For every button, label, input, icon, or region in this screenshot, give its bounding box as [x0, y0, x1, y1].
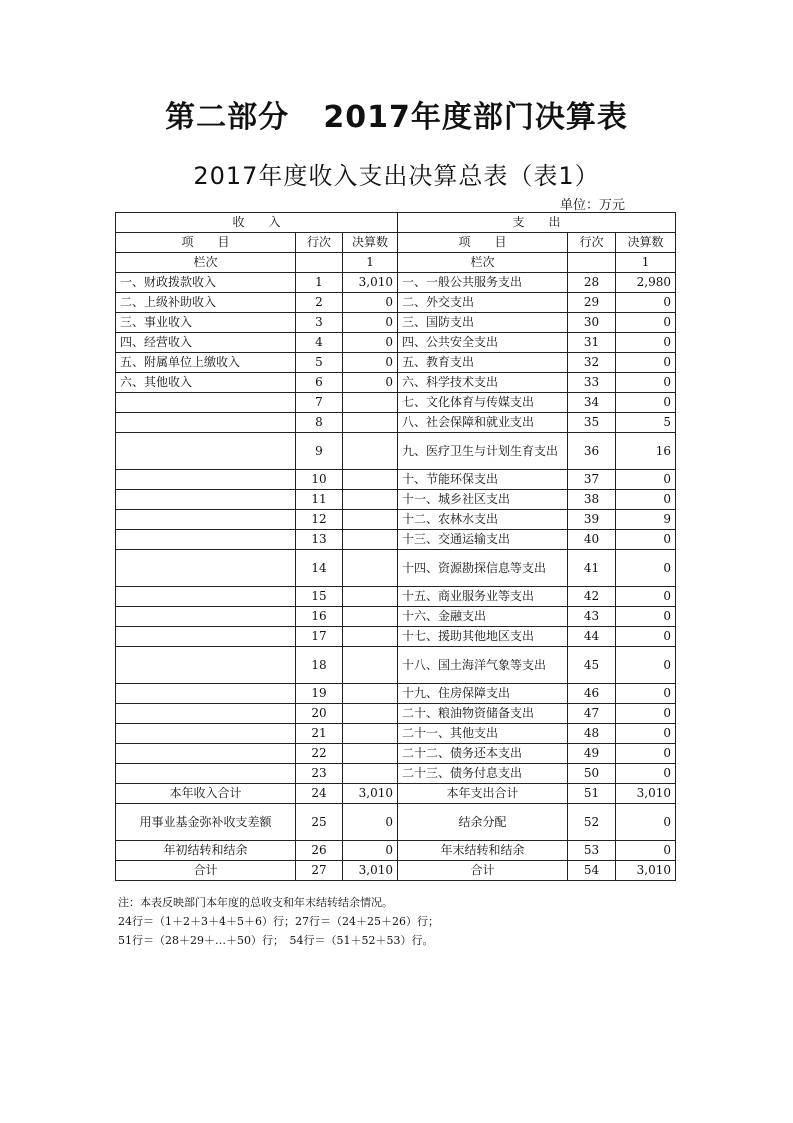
page-title: 第二部分 2017年度部门决算表 — [165, 100, 628, 135]
header-row-sections — [116, 213, 676, 233]
unit-label: 单位：万元 — [560, 198, 626, 213]
note-line: 注：本表反映部门本年度的总收支和年末结转结余情况。 — [118, 896, 393, 909]
income-row-number: 2 — [296, 293, 343, 313]
income-amount: 0 — [343, 313, 398, 333]
income-amount — [343, 490, 398, 510]
expense-amount: 0 — [616, 607, 676, 627]
total-income-label: 本年收入合计 — [116, 784, 296, 804]
expense-amount: 0 — [616, 724, 676, 744]
expense-amount: 0 — [616, 313, 676, 333]
expense-row-number: 41 — [568, 550, 616, 587]
expense-amount: 0 — [616, 587, 676, 607]
table-row — [116, 393, 676, 413]
expense-label: 十七、援助其他地区支出 — [398, 627, 568, 647]
income-amount — [343, 587, 398, 607]
expense-row-number: 30 — [568, 313, 616, 333]
income-lanci: 栏次 — [116, 253, 296, 273]
expense-amount: 0 — [616, 393, 676, 413]
expense-row-number: 46 — [568, 684, 616, 704]
expense-amount: 0 — [616, 470, 676, 490]
table-row — [116, 333, 676, 353]
expense-amount: 0 — [616, 530, 676, 550]
expense-row-number: 45 — [568, 647, 616, 684]
expense-amount: 0 — [616, 764, 676, 784]
income-amount: 3,010 — [343, 273, 398, 293]
income-row-number: 3 — [296, 313, 343, 333]
total-expense-label: 本年支出合计 — [398, 784, 568, 804]
income-label: 五、附属单位上缴收入 — [116, 353, 296, 373]
total-expense-amount: 0 — [616, 841, 676, 861]
income-row-number: 9 — [296, 433, 343, 470]
income-amount — [343, 413, 398, 433]
expense-label: 一、一般公共服务支出 — [398, 273, 568, 293]
expense-label: 二十二、债务还本支出 — [398, 744, 568, 764]
total-income-amount: 3,010 — [343, 861, 398, 881]
total-income-row-number: 24 — [296, 784, 343, 804]
income-row-number: 8 — [296, 413, 343, 433]
table-row — [116, 607, 676, 627]
income-label — [116, 587, 296, 607]
expense-label: 十六、金融支出 — [398, 607, 568, 627]
expense-label: 四、公共安全支出 — [398, 333, 568, 353]
total-income-label: 年初结转和结余 — [116, 841, 296, 861]
total-row — [116, 841, 676, 861]
table-row — [116, 353, 676, 373]
table-title: 2017年度收入支出决算总表（表1） — [193, 162, 600, 190]
expense-row-number: 40 — [568, 530, 616, 550]
table-row — [116, 470, 676, 490]
notes — [118, 893, 439, 950]
income-amount — [343, 744, 398, 764]
income-lanci-rowno — [296, 253, 343, 273]
income-label — [116, 744, 296, 764]
table-row — [116, 510, 676, 530]
total-income-amount: 3,010 — [343, 784, 398, 804]
expense-row-number: 34 — [568, 393, 616, 413]
income-section-header: 收 入 — [116, 213, 398, 233]
income-row-number: 1 — [296, 273, 343, 293]
expense-label: 二十一、其他支出 — [398, 724, 568, 744]
income-row-number: 23 — [296, 764, 343, 784]
income-label — [116, 413, 296, 433]
expense-row-number: 50 — [568, 764, 616, 784]
total-expense-amount: 3,010 — [616, 784, 676, 804]
table-row — [116, 313, 676, 333]
income-amount — [343, 764, 398, 784]
income-row-number: 15 — [296, 587, 343, 607]
expense-row-number: 33 — [568, 373, 616, 393]
header-row-columns — [116, 233, 676, 253]
table-row — [116, 490, 676, 510]
expense-amount: 0 — [616, 744, 676, 764]
income-label: 四、经营收入 — [116, 333, 296, 353]
budget-table — [115, 212, 676, 881]
income-label — [116, 684, 296, 704]
income-label — [116, 510, 296, 530]
expense-amount: 9 — [616, 510, 676, 530]
total-income-label: 用事业基金弥补收支差额 — [116, 804, 296, 841]
table-row — [116, 413, 676, 433]
income-row-number: 4 — [296, 333, 343, 353]
expense-label: 十五、商业服务业等支出 — [398, 587, 568, 607]
expense-row-number: 47 — [568, 704, 616, 724]
income-lanci-index: 1 — [343, 253, 398, 273]
income-row-number: 13 — [296, 530, 343, 550]
income-label: 六、其他收入 — [116, 373, 296, 393]
expense-label: 十三、交通运输支出 — [398, 530, 568, 550]
income-label — [116, 704, 296, 724]
expense-row-number: 39 — [568, 510, 616, 530]
expense-row-number: 42 — [568, 587, 616, 607]
income-item-header: 项 目 — [116, 233, 296, 253]
total-expense-row-number: 54 — [568, 861, 616, 881]
expense-row-number: 36 — [568, 433, 616, 470]
income-row-number: 14 — [296, 550, 343, 587]
expense-amount: 16 — [616, 433, 676, 470]
income-amount — [343, 550, 398, 587]
income-amount — [343, 530, 398, 550]
income-label — [116, 433, 296, 470]
total-income-row-number: 26 — [296, 841, 343, 861]
income-label — [116, 627, 296, 647]
total-income-label: 合计 — [116, 861, 296, 881]
income-amount — [343, 704, 398, 724]
income-label — [116, 530, 296, 550]
expense-section-header: 支 出 — [398, 213, 676, 233]
income-label: 三、事业收入 — [116, 313, 296, 333]
total-income-amount: 0 — [343, 804, 398, 841]
expense-label: 二十三、债务付息支出 — [398, 764, 568, 784]
expense-amount: 0 — [616, 684, 676, 704]
table-row — [116, 744, 676, 764]
total-income-row-number: 25 — [296, 804, 343, 841]
income-label — [116, 550, 296, 587]
income-rowno-header: 行次 — [296, 233, 343, 253]
income-label — [116, 470, 296, 490]
expense-amount: 0 — [616, 333, 676, 353]
expense-row-number: 31 — [568, 333, 616, 353]
total-expense-amount: 0 — [616, 804, 676, 841]
income-row-number: 10 — [296, 470, 343, 490]
income-row-number: 11 — [296, 490, 343, 510]
income-amount — [343, 433, 398, 470]
total-expense-label: 结余分配 — [398, 804, 568, 841]
expense-label: 六、科学技术支出 — [398, 373, 568, 393]
income-amount — [343, 607, 398, 627]
expense-label: 十、节能环保支出 — [398, 470, 568, 490]
expense-label: 五、教育支出 — [398, 353, 568, 373]
income-amount — [343, 647, 398, 684]
income-row-number: 20 — [296, 704, 343, 724]
table-row — [116, 273, 676, 293]
expense-row-number: 44 — [568, 627, 616, 647]
expense-amount: 0 — [616, 353, 676, 373]
total-row — [116, 861, 676, 881]
income-amount — [343, 684, 398, 704]
income-label — [116, 764, 296, 784]
expense-label: 七、文化体育与传媒支出 — [398, 393, 568, 413]
table-row — [116, 764, 676, 784]
income-row-number: 17 — [296, 627, 343, 647]
total-row — [116, 804, 676, 841]
table-row — [116, 647, 676, 684]
total-income-row-number: 27 — [296, 861, 343, 881]
table-row — [116, 684, 676, 704]
table-row — [116, 724, 676, 744]
total-expense-label: 年末结转和结余 — [398, 841, 568, 861]
expense-label: 十九、住房保障支出 — [398, 684, 568, 704]
table-row — [116, 373, 676, 393]
expense-amount: 0 — [616, 647, 676, 684]
income-amount — [343, 470, 398, 490]
expense-amount-header: 决算数 — [616, 233, 676, 253]
income-amount: 0 — [343, 333, 398, 353]
income-row-number: 5 — [296, 353, 343, 373]
total-expense-amount: 3,010 — [616, 861, 676, 881]
note-line: 51行＝（28＋29＋…＋50）行； 54行＝（51＋52＋53）行。 — [118, 934, 434, 947]
table-row — [116, 293, 676, 313]
expense-label: 十二、农林水支出 — [398, 510, 568, 530]
income-amount — [343, 393, 398, 413]
income-label — [116, 393, 296, 413]
expense-item-header: 项 目 — [398, 233, 568, 253]
income-amount: 0 — [343, 353, 398, 373]
income-label — [116, 724, 296, 744]
expense-label: 三、国防支出 — [398, 313, 568, 333]
expense-amount: 2,980 — [616, 273, 676, 293]
income-amount — [343, 724, 398, 744]
expense-row-number: 32 — [568, 353, 616, 373]
income-label: 一、财政拨款收入 — [116, 273, 296, 293]
expense-amount: 0 — [616, 373, 676, 393]
expense-lanci-rowno — [568, 253, 616, 273]
income-row-number: 19 — [296, 684, 343, 704]
expense-row-number: 37 — [568, 470, 616, 490]
expense-lanci: 栏次 — [398, 253, 568, 273]
expense-amount: 0 — [616, 704, 676, 724]
income-row-number: 16 — [296, 607, 343, 627]
header-row-lanci — [116, 253, 676, 273]
income-row-number: 21 — [296, 724, 343, 744]
expense-row-number: 49 — [568, 744, 616, 764]
table-row — [116, 530, 676, 550]
income-amount: 0 — [343, 293, 398, 313]
income-row-number: 6 — [296, 373, 343, 393]
income-label — [116, 490, 296, 510]
income-amount — [343, 627, 398, 647]
expense-row-number: 35 — [568, 413, 616, 433]
table-row — [116, 627, 676, 647]
income-row-number: 12 — [296, 510, 343, 530]
income-row-number: 7 — [296, 393, 343, 413]
expense-row-number: 38 — [568, 490, 616, 510]
table-row — [116, 550, 676, 587]
income-row-number: 18 — [296, 647, 343, 684]
total-expense-row-number: 53 — [568, 841, 616, 861]
table-row — [116, 433, 676, 470]
expense-label: 十四、资源勘探信息等支出 — [398, 550, 568, 587]
expense-amount: 0 — [616, 627, 676, 647]
total-expense-label: 合计 — [398, 861, 568, 881]
total-expense-row-number: 51 — [568, 784, 616, 804]
income-row-number: 22 — [296, 744, 343, 764]
total-expense-row-number: 52 — [568, 804, 616, 841]
expense-label: 十一、城乡社区支出 — [398, 490, 568, 510]
table-row — [116, 587, 676, 607]
income-amount: 0 — [343, 373, 398, 393]
income-amount — [343, 510, 398, 530]
income-label — [116, 647, 296, 684]
expense-label: 八、社会保障和就业支出 — [398, 413, 568, 433]
income-label: 二、上级补助收入 — [116, 293, 296, 313]
expense-row-number: 43 — [568, 607, 616, 627]
income-amount-header: 决算数 — [343, 233, 398, 253]
table-row — [116, 704, 676, 724]
expense-lanci-index: 1 — [616, 253, 676, 273]
expense-label: 十八、国土海洋气象等支出 — [398, 647, 568, 684]
expense-amount: 0 — [616, 293, 676, 313]
total-row — [116, 784, 676, 804]
expense-label: 二十、粮油物资储备支出 — [398, 704, 568, 724]
expense-row-number: 29 — [568, 293, 616, 313]
expense-label: 九、医疗卫生与计划生育支出 — [398, 433, 568, 470]
note-line: 24行＝（1＋2＋3＋4＋5＋6）行；27行＝（24＋25＋26）行； — [118, 915, 439, 928]
expense-row-number: 28 — [568, 273, 616, 293]
expense-amount: 0 — [616, 550, 676, 587]
income-label — [116, 607, 296, 627]
total-income-amount: 0 — [343, 841, 398, 861]
expense-amount: 0 — [616, 490, 676, 510]
expense-amount: 5 — [616, 413, 676, 433]
expense-rowno-header: 行次 — [568, 233, 616, 253]
expense-label: 二、外交支出 — [398, 293, 568, 313]
expense-row-number: 48 — [568, 724, 616, 744]
